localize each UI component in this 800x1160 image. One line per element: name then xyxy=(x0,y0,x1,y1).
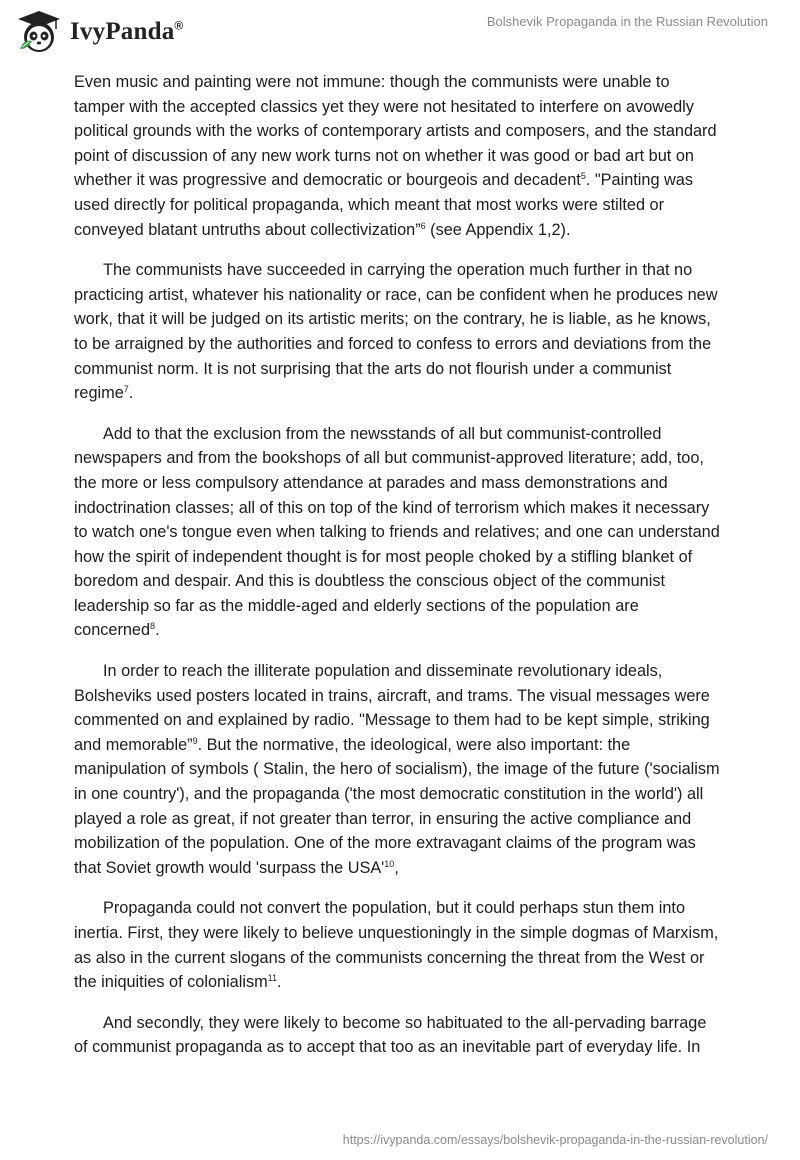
paragraph-4: In order to reach the illiterate population and disseminate revolutionary ideals, Bolsheviks used posters located in trains, aircraft, and trams. The visual messages were commented on and explained by radio. "Message to them had to be kept simple, striking and memorable”$^9$. But the normative, the ideological, were also important: the manipulation of symbols ( Stalin, the hero of socialism), the image of the future ('socialism in one country'), and the propaganda ('the most democratic constitution in the world') all played a role as great, if not greater than terror, in ensuring the active compliance and mobilization of the population. One of the more extravagant claims of the program was that Soviet growth would 'surpass the $USA'^{10}$, xyxy=(74,662,720,877)
footnote-ref[interactable]: 5 xyxy=(580,171,586,182)
paragraph-3: Add to that the exclusion from the newsstands of all but communist-controlled newspapers and from the bookshops of all but communist-approved literature; add, too, the more or less compulsory attendance at parades and mass demonstrations and indoctrination classes; all of this on top of the kind of terrorism which makes it necessary to watch one's tongue even when talking to friends and relatives; and one can understand how the spirit of independent thought is for most people choked by a stifling blanket of boredom and despair. And this is doubtless the conscious object of the communist leadership so far as the middle-aged and elderly sections of the population are concerned$^8$. xyxy=(74,424,720,640)
footnote-ref[interactable]: 9 xyxy=(192,735,198,746)
page-header xyxy=(0,0,800,70)
document-title: Bolshevik Propaganda in the Russian Revolution xyxy=(486,14,768,29)
footnote-ref[interactable]: 6 xyxy=(420,220,426,231)
paragraph-5: Propaganda could not convert the population, but it could perhaps stun them into inertia. First, they were likely to believe unquestioningly in the simple dogmas of Marxism, as also in the current slogans of the communists concerning the threat from the West or the iniquities of colonialism$^{11}$. xyxy=(74,899,719,992)
brand-name: IvyPanda® xyxy=(70,18,184,45)
footnote-ref[interactable]: 10 xyxy=(384,858,395,869)
footnote-ref[interactable]: 7 xyxy=(123,384,129,395)
source-url[interactable]: https://ivypanda.com/essays/bolshevik-propaganda-in-the-russian-revolution/ xyxy=(342,1133,768,1147)
paragraph-1: Even music and painting were not immune: though the communists were unable to tamper with the accepted classics yet they were not hesitated to interfere on avowedly political grounds with the works of contemporary artists and composers, and the standard point of discussion of any new work turns not on whether it was good or bad art but on whether it was progressive and democratic or bourgeois and decadent$^5$. "Painting was used directly for political propaganda, which meant that most works were stilted or conveyed blatant untruths about collectivization”$^6$ (see Appendix 1,2). xyxy=(74,73,717,239)
essay-body xyxy=(74,70,724,1076)
footnote-ref[interactable]: 8 xyxy=(150,621,156,632)
paragraph-2: The communists have succeeded in carrying the operation much further in that no practicing artist, whatever his nationality or race, can be confident when he produces new work, that it will be judged on its artistic merits; on the contrary, he is liable, as he knows, to be arraigned by the authorities and forced to confess to errors and deviations from the communist norm. It is not surprising that the arts do not flourish under a communist regime$^7$. xyxy=(74,261,718,403)
footnote-ref[interactable]: 11 xyxy=(267,973,278,984)
ivypanda-panda-logo-icon xyxy=(14,9,64,55)
paragraph-6: And secondly, they were likely to become so habituated to the all-pervading barrage of communist propaganda as to accept that too as an inevitable part of everyday life. In xyxy=(74,1013,707,1057)
ivypanda-logo[interactable] xyxy=(14,8,183,56)
